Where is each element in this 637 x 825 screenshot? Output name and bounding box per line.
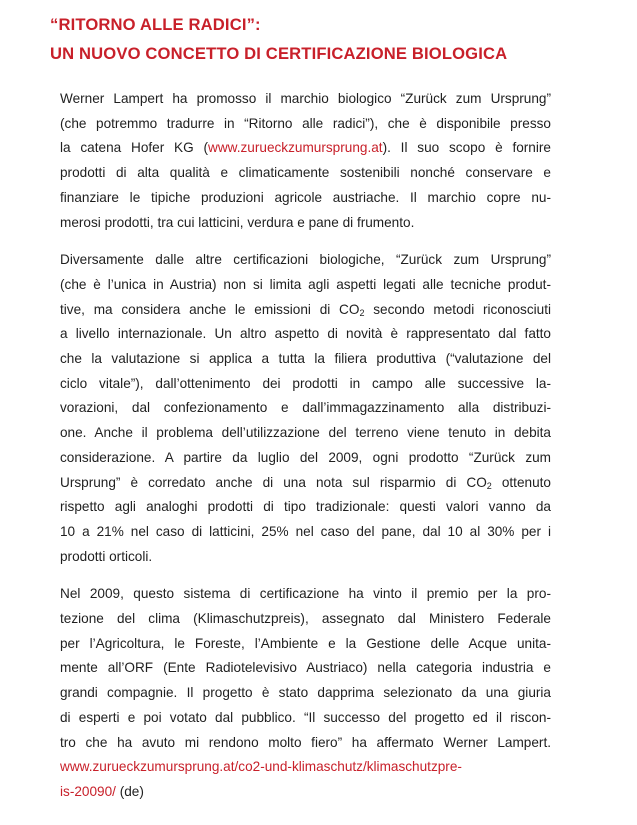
co2-subscript: 2 [486,480,492,491]
paragraph-2 [60,248,551,569]
text-line [60,136,551,161]
text-line: che la valutazione si applica a tutta la filiera produttiva (“valutazione del [60,351,551,367]
text-line: (che potremmo tradurre in “Ritorno alle radici”), che è disponibile presso [60,115,551,131]
text-line: grandi compagnie. Il progetto è stato dapprima selezionato da una giuria [60,685,551,701]
text-line: one. Anche il problema dell’utilizzazione del terreno viene tenuto in debita [60,425,551,441]
text-line [60,298,551,323]
text-segment: tive, ma considera anche le emissioni di CO [60,301,360,317]
article-heading [50,10,610,68]
klimaschutzpreis-link-continued[interactable]: is-20090/ [60,783,116,799]
paragraph-1 [60,87,551,235]
paragraph-spacer [60,235,551,248]
heading-line-2: UN NUOVO CONCETTO DI CERTIFICAZIONE BIOLOGICA [50,44,508,63]
text-segment: ottenuto [491,474,551,490]
text-segment: ). Il suo scopo è fornire [382,140,551,156]
text-line: rispetto agli analoghi prodotti di tipo tradizionale: questi valori vanno da [60,499,551,515]
text-line: prodotti orticoli. [60,548,153,564]
text-line [60,780,551,805]
text-line: (che è l’unica in Austria) non si limita agli aspetti legati alle tecniche produt- [60,276,551,292]
text-line: merosi prodotti, tra cui latticini, verdura e pane di frumento. [60,214,415,230]
text-segment: la catena Hofer KG ( [60,140,209,156]
article-body [60,87,551,805]
text-line: considerazione. A partire da luglio del 2009, ogni prodotto “Zurück zum [60,449,551,465]
text-line: vorazioni, dal confezionamento e dall’immagazzinamento alla distribuzi- [60,400,551,416]
text-line [60,755,551,780]
text-line: tro che ha avuto mi rendono molto fiero” ha affermato Werner Lampert. [60,734,551,750]
language-note: (de) [115,783,144,799]
zurueckzumursprung-link[interactable]: www.zurueckzumursprung.at [208,140,383,156]
paragraph-3 [60,582,551,804]
text-line: mente all’ORF (Ente Radiotelevisivo Austriaco) nella categoria industria e [60,660,551,676]
text-line: tezione del clima (Klimaschutzpreis), assegnato dal Ministero Federale [60,611,551,627]
text-line: per l’Agricoltura, le Foreste, l’Ambiente e la Gestione delle Acque unita- [60,635,551,651]
paragraph-spacer [60,569,551,582]
text-line [60,471,551,496]
text-line: a livello internazionale. Un altro aspetto di novità è rappresentato dal fatto [60,326,551,342]
klimaschutzpreis-link[interactable]: www.zurueckzumursprung.at/co2-und-klimaschutz/klimaschutzpre- [60,759,462,775]
text-line: Werner Lampert ha promosso il marchio biologico “Zurück zum Ursprung” [60,91,551,106]
text-line: finanziare le tipiche produzioni agricole austriache. Il marchio copre nu- [60,189,551,205]
text-line: prodotti di alta qualità e climaticamente sostenibili nonché conservare e [60,165,551,181]
text-segment: Ursprung” è corredato anche di una nota sul risparmio di CO [60,474,487,490]
text-line: 10 a 21% nel caso di latticini, 25% nel caso del pane, dal 10 al 30% per i [60,523,551,539]
text-line: ciclo vitale”), dall’ottenimento dei prodotti in campo alle successive la- [60,375,551,391]
text-line: di esperti e poi votato dal pubblico. “Il successo del progetto ed il riscon- [60,709,551,725]
text-segment: secondo metodi riconosciuti [364,301,551,317]
heading-line-1: “RITORNO ALLE RADICI”: [50,15,261,34]
text-line: Nel 2009, questo sistema di certificazione ha vinto il premio per la pro- [60,586,551,602]
text-line: Diversamente dalle altre certificazioni biologiche, “Zurück zum Ursprung” [60,252,551,268]
co2-subscript: 2 [359,307,365,318]
